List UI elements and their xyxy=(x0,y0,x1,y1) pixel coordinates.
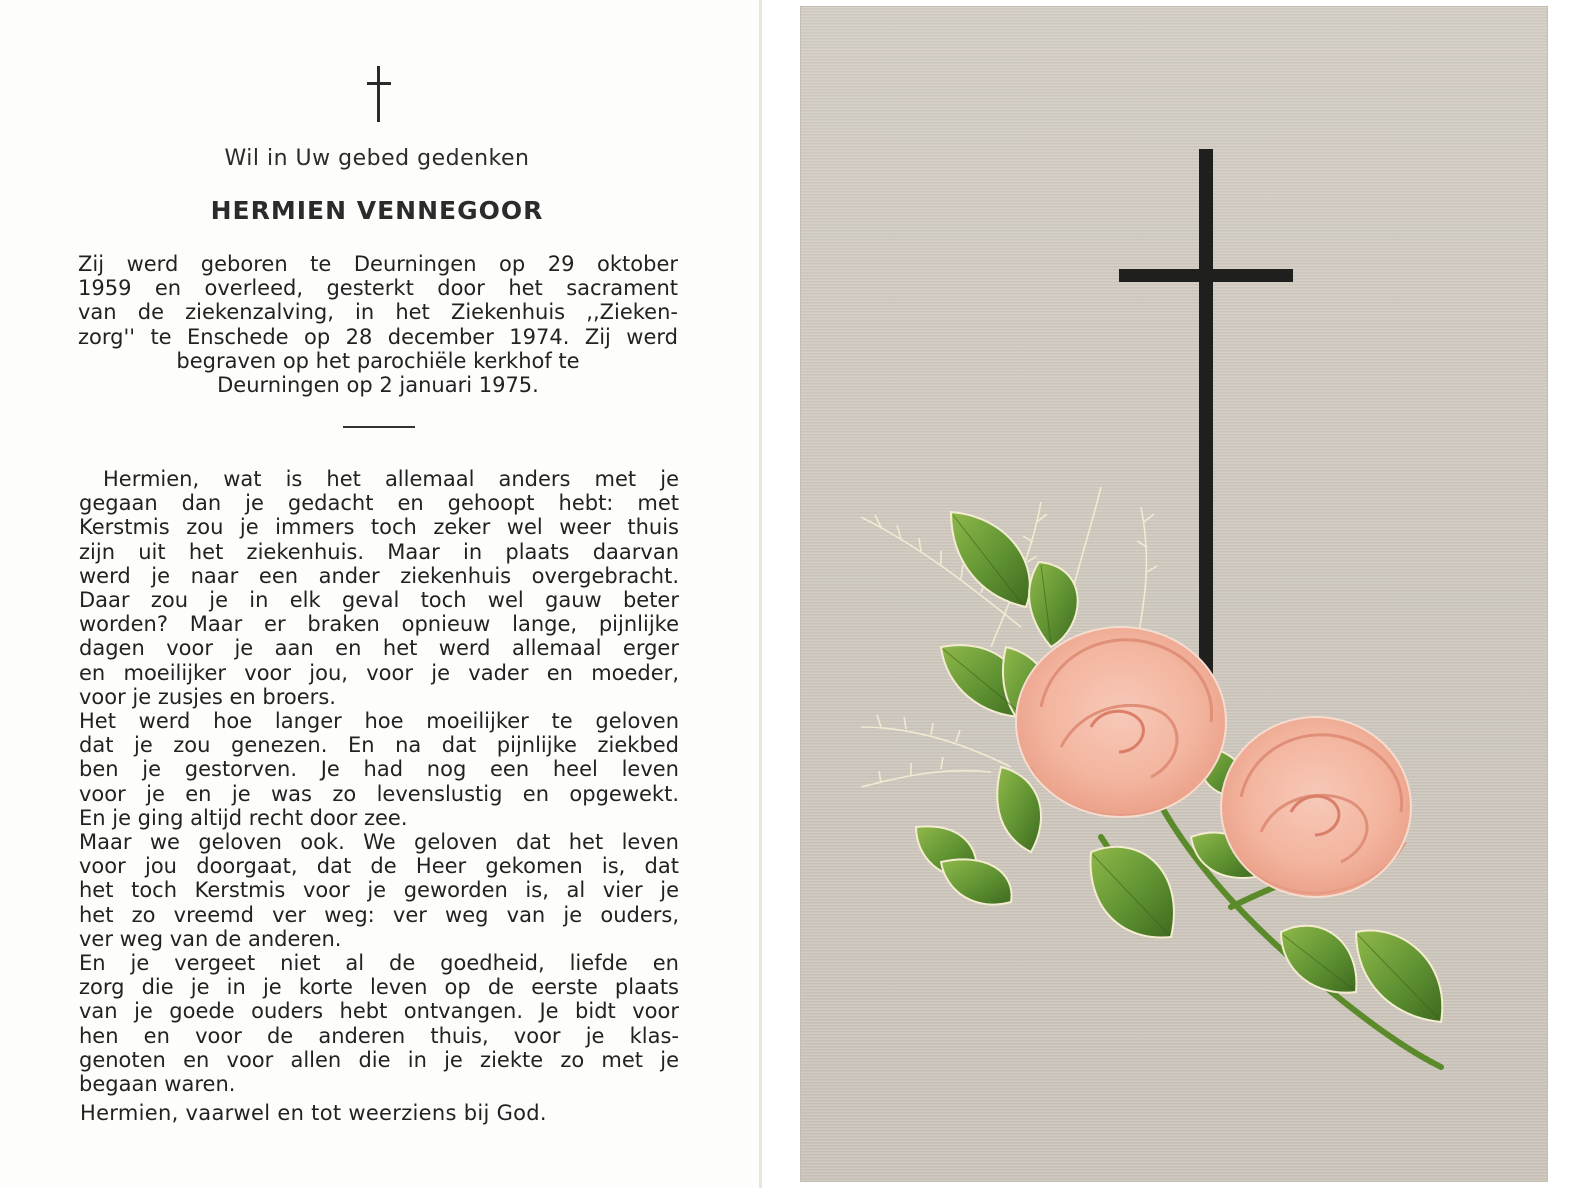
message-line: genoten en voor allen die in je ziekte zo met je xyxy=(79,1047,679,1072)
message-line: van je goede ouders hebt ontvangen. Je bidt voor xyxy=(79,999,679,1024)
message-line: zorg die je in je korte leven op de eerste plaats xyxy=(79,975,679,1000)
rose-lower xyxy=(1221,717,1411,897)
message-line: Hermien, wat is het allemaal anders met je xyxy=(103,467,679,491)
memorial-text-card xyxy=(0,0,762,1188)
message-line: hen en voor de anderen thuis, voor je klas- xyxy=(79,1023,679,1048)
message-line: Daar zou je in elk geval toch wel gauw beter xyxy=(79,588,679,613)
farewell-text: Hermien, vaarwel en tot weerziens bij God. xyxy=(80,1101,547,1125)
message-line: gegaan dan je gedacht en gehoopt hebt: met xyxy=(79,491,679,516)
message-line: Kerstmis zou je immers toch zeker wel weer thuis xyxy=(79,515,679,540)
message-line: Het werd hoe langer hoe moeilijker te geloven xyxy=(79,709,679,734)
message-line: worden? Maar er braken opnieuw lange, pijnlijke xyxy=(79,612,679,637)
message-line: voor je zusjes en broers. xyxy=(79,684,336,709)
message-line: dat je zou genezen. En na dat pijnlijke ziekbed xyxy=(79,733,679,758)
message-line: voor jou doorgaat, dat de Heer gekomen is, dat xyxy=(79,854,679,879)
cross-icon xyxy=(1119,149,1293,709)
rose-upper xyxy=(1016,627,1226,817)
cross-icon xyxy=(367,66,391,122)
message-line: dagen voor je aan en het werd allemaal erger xyxy=(79,636,679,661)
bio-line: Zij werd geboren te Deurningen op 29 oktober xyxy=(78,252,678,276)
message-line: het zo vreemd ver weg: ver weg van je ouders, xyxy=(79,902,679,927)
divider xyxy=(343,426,415,428)
bio-line: Deurningen op 2 januari 1975. xyxy=(217,373,539,398)
message-line: zijn uit het ziekenhuis. Maar in plaats daarvan xyxy=(79,539,679,564)
memorial-picture-card xyxy=(800,6,1548,1182)
message-line: En je ging altijd recht door zee. xyxy=(79,805,408,830)
message-line: voor je en je was zo levenslustig en opgewekt. xyxy=(79,781,679,806)
cross-with-roses-illustration xyxy=(801,7,1549,1183)
message-line: ver weg van de anderen. xyxy=(79,926,342,951)
intro-text: Wil in Uw gebed gedenken xyxy=(224,146,530,171)
bio-line: zorg'' te Enschede op 28 december 1974. Zij werd xyxy=(78,324,678,349)
message-line: werd je naar een ander ziekenhuis overgebracht. xyxy=(79,563,679,588)
bio-line: 1959 en overleed, gesterkt door het sacrament xyxy=(78,276,678,301)
message-line: en moeilijker voor jou, voor je vader en moeder, xyxy=(79,660,679,685)
deceased-name: HERMIEN VENNEGOOR xyxy=(210,196,544,225)
message-line: Maar we geloven ook. We geloven dat het leven xyxy=(79,830,679,855)
message-line: ben je gestorven. Je had nog een heel leven xyxy=(79,757,679,782)
memorial-message xyxy=(79,467,679,1096)
message-line: En je vergeet niet al de goedheid, liefde en xyxy=(79,951,679,976)
bio-line: begraven op het parochiële kerkhof te xyxy=(176,348,580,373)
message-line: begaan waren. xyxy=(79,1072,236,1097)
biography xyxy=(78,252,678,397)
message-line: het toch Kerstmis voor je geworden is, al vier je xyxy=(79,878,679,903)
bio-line: van de ziekenzalving, in het Ziekenhuis ,,Zieken- xyxy=(78,300,678,325)
